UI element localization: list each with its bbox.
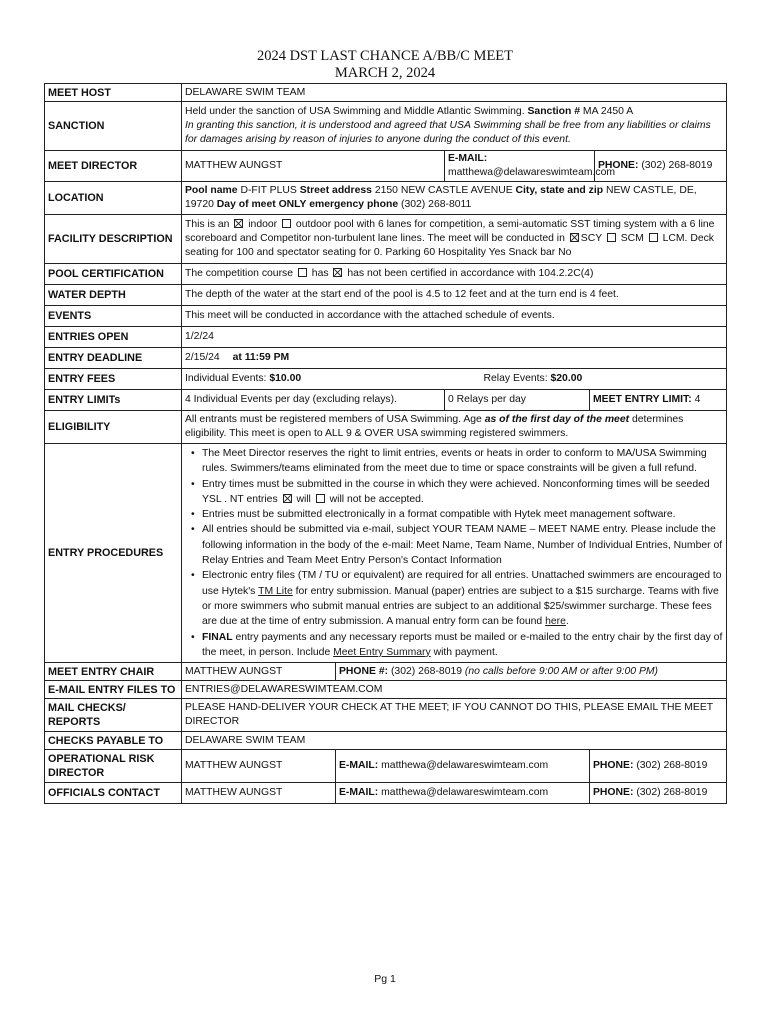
procedure-item — [202, 507, 723, 522]
procedure-text: entry payments and any necessary reports must be mailed or e-mailed to the entry chair by the first day of the meet, in person. Include — [202, 631, 723, 658]
officials-contact-name: MATTHEW AUNGST — [182, 783, 336, 804]
meet-director-email-cell — [445, 151, 616, 182]
location-value — [182, 182, 727, 215]
sanction-disclaimer: In granting this sanction, it is understood and agreed that USA Swimming shall be free from any liabilities or claims for damages arising by reason of injuries to anyone during the conduct of this event. — [185, 120, 711, 145]
meet-entry-limit-cell — [590, 390, 727, 411]
facility-text-1: This is an — [185, 219, 230, 230]
phone-label: PHONE: — [598, 160, 639, 171]
facility-deck: Deck seating for 100 and spectator seating for 0. Parking 60 Hospitality Yes Snack bar No — [185, 233, 715, 258]
procedure-final: FINAL — [202, 631, 233, 643]
sanction-value — [182, 102, 727, 151]
pool-name: D-FIT PLUS — [240, 185, 297, 196]
nt-will-not-checkbox[interactable] — [316, 494, 325, 503]
procedure-item — [202, 477, 723, 508]
email-entry-label: E-MAIL ENTRY FILES TO — [45, 681, 182, 699]
row-entry-procedures — [45, 444, 727, 663]
deadline-date: 2/15/24 — [185, 352, 220, 363]
page-number: Pg 1 — [374, 973, 396, 985]
risk-director-name: MATTHEW AUNGST — [182, 750, 336, 783]
eligibility-value — [182, 411, 727, 444]
officials-contact-email: matthewa@delawareswimteam.com — [381, 787, 549, 799]
pool-cert-has-not: has not been certified in accordance with 104.2.2C(4) — [347, 268, 594, 279]
meet-director-phone: (302) 268-8019 — [641, 160, 713, 171]
procedure-item — [202, 522, 723, 568]
procedure-item — [202, 568, 723, 629]
row-sanction — [45, 102, 727, 151]
row-entry-chair — [45, 663, 727, 681]
checks-payable-label: CHECKS PAYABLE TO — [45, 732, 182, 750]
officials-contact-label: OFFICIALS CONTACT — [45, 783, 182, 804]
pool-name-label: Pool name — [185, 185, 238, 196]
eligibility-emphasis: as of the first day of the meet — [484, 414, 630, 425]
street-address: 2150 NEW CASTLE AVENUE — [374, 185, 513, 196]
lcm-checkbox[interactable] — [649, 233, 658, 242]
row-meet-director — [45, 151, 727, 182]
email-label: E-MAIL: — [339, 787, 379, 799]
entry-fees-label: ENTRY FEES — [45, 369, 182, 390]
entry-deadline-label: ENTRY DEADLINE — [45, 348, 182, 369]
facility-label: FACILITY DESCRIPTION — [45, 215, 182, 264]
risk-director-phone: (302) 268-8019 — [636, 760, 708, 772]
meet-director-name: MATTHEW AUNGST — [182, 151, 445, 182]
procedure-text: The Meet Director reserves the right to limit entries, events or heats in order to conform to MA/USA Swimming rules. Swimmers/teams eliminated from the meet due to time or space constraints will be given a full refund. — [202, 448, 707, 475]
risk-director-email: matthewa@delawareswimteam.com — [381, 760, 549, 772]
street-label: Street address — [299, 185, 372, 196]
individual-limit: 4 Individual Events per day (excluding relays). — [182, 390, 445, 411]
eligibility-label: ELIGIBILITY — [45, 411, 182, 444]
risk-director-label: OPERATIONAL RISK DIRECTOR — [45, 750, 182, 783]
events-value: This meet will be conducted in accordance with the attached schedule of events. — [182, 306, 727, 327]
meet-host-label: MEET HOST — [45, 84, 182, 102]
row-entry-fees — [45, 369, 727, 390]
entry-deadline-value — [182, 348, 727, 369]
row-officials-contact — [45, 783, 727, 804]
meet-entry-summary-link[interactable]: Meet Entry Summary — [333, 646, 431, 658]
entry-chair-phone: (302) 268-8019 — [390, 665, 463, 677]
procedure-period: . — [565, 616, 569, 628]
procedure-text: Electronic entry files (TM / TU or equivalent) are required for all entries. Unattached swimmers are encouraged to use Hytek's — [202, 570, 722, 597]
relay-fee-label: Relay Events: — [483, 373, 548, 384]
water-depth-label: WATER DEPTH — [45, 285, 182, 306]
checks-payable-value: DELAWARE SWIM TEAM — [182, 732, 727, 750]
facility-scm: SCM — [620, 233, 644, 244]
water-depth-value: The depth of the water at the start end of the pool is 4.5 to 12 feet and at the turn end is 4 feet. — [182, 285, 727, 306]
sanction-text: Held under the sanction of USA Swimming and Middle Atlantic Swimming. — [185, 106, 525, 117]
risk-director-phone-cell — [590, 750, 727, 783]
row-risk-director — [45, 750, 727, 783]
email-label: E-MAIL: — [339, 760, 379, 772]
meet-title: 2024 DST LAST CHANCE A/BB/C MEET — [256, 48, 514, 64]
deadline-time: at 11:59 PM — [232, 352, 290, 363]
email-label: E-MAIL: — [448, 153, 488, 164]
pool-cert-label: POOL CERTIFICATION — [45, 264, 182, 285]
facility-scy: SCY — [580, 233, 602, 244]
nt-will-checkbox[interactable] — [283, 494, 292, 503]
meet-host-value: DELAWARE SWIM TEAM — [182, 84, 727, 102]
row-checks-payable — [45, 732, 727, 750]
nt-will-not: will not be accepted. — [329, 493, 424, 505]
sanction-number-label: Sanction # — [527, 106, 581, 117]
row-location — [45, 182, 727, 215]
entries-open-label: ENTRIES OPEN — [45, 327, 182, 348]
sanction-number: MA 2450 A — [582, 106, 634, 117]
meet-director-email: matthewa@delawareswimteam.com — [448, 167, 616, 178]
meet-director-label: MEET DIRECTOR — [45, 151, 182, 182]
relay-fee: $20.00 — [550, 373, 583, 384]
procedure-text: for entry submission. Manual (paper) entries are subject to a $15 surcharge. Teams with five or more swimmers who submit manual entries are subject to an additional $25/swimmer surcharge. These fees are due at the time of entry submission. A manual entry form can be found — [202, 585, 719, 628]
row-entry-limits — [45, 390, 727, 411]
pool-cert-value — [182, 264, 727, 285]
scy-checkbox[interactable] — [570, 233, 579, 242]
emergency-phone: (302) 268-8011 — [401, 199, 472, 210]
individual-fee: $10.00 — [269, 373, 302, 384]
entry-chair-phone-note: (no calls before 9:00 AM or after 9:00 PM) — [464, 665, 659, 677]
entry-chair-name: MATTHEW AUNGST — [182, 663, 336, 681]
row-entry-deadline — [45, 348, 727, 369]
officials-contact-phone: (302) 268-8019 — [636, 787, 708, 799]
relay-limit: 0 Relays per day — [445, 390, 590, 411]
events-label: EVENTS — [45, 306, 182, 327]
relay-fee-cell — [481, 369, 727, 390]
entry-procedures-list — [185, 446, 723, 660]
entries-open-value: 1/2/24 — [182, 327, 727, 348]
officials-contact-email-cell — [336, 783, 590, 804]
entry-procedures-label: ENTRY PROCEDURES — [45, 444, 182, 663]
city-state-zip: NEW CASTLE, DE, 19720 — [185, 185, 697, 210]
row-mail-checks — [45, 699, 727, 732]
row-entries-open — [45, 327, 727, 348]
row-meet-host — [45, 84, 727, 102]
mail-checks-label: MAIL CHECKS/ REPORTS — [45, 699, 182, 732]
location-label: LOCATION — [45, 182, 182, 215]
indoor-checkbox[interactable] — [234, 219, 243, 228]
procedure-text: All entries should be submitted via e-mail, subject YOUR TEAM NAME – MEET NAME entry. Please include the following information in the body of the e-mail: Meet Name, Team Name, Number of Individual Entries, Number of Relay Entries and Team Meet Entry Person's Contact Information — [202, 524, 723, 567]
procedure-text: Entry times must be submitted in the course in which they were achieved. Nonconforming times will be seeded YSL . NT entries — [202, 478, 710, 505]
phone-label: PHONE: — [593, 787, 634, 799]
facility-indoor: indoor — [248, 219, 278, 230]
entry-chair-label: MEET ENTRY CHAIR — [45, 663, 182, 681]
pool-cert-text: The competition course — [185, 268, 294, 279]
facility-lcm: LCM. — [662, 233, 688, 244]
officials-contact-phone-cell — [590, 783, 727, 804]
entry-procedures-value — [182, 444, 727, 663]
meet-info-table — [44, 83, 727, 804]
entry-chair-phone-label: PHONE #: — [339, 665, 389, 677]
nt-will: will — [296, 493, 311, 505]
procedure-text: Entries must be submitted electronically in a format compatible with Hytek meet management software. — [202, 509, 676, 521]
row-email-entry — [45, 681, 727, 699]
facility-value — [182, 215, 727, 264]
procedure-text: with payment. — [433, 646, 498, 658]
meet-entry-limit: 4 — [694, 394, 701, 405]
facility-outdoor: outdoor pool with 6 lanes for competition, a semi-automatic SST timing system with a 6 line scoreboard and Competitor non-turbulent lane lines. The meet will be conducted in — [185, 219, 715, 244]
phone-label: PHONE: — [593, 760, 634, 772]
entry-chair-phone-cell — [336, 663, 727, 681]
manual-entry-form-link[interactable]: here — [545, 616, 566, 628]
sanction-label: SANCTION — [45, 102, 182, 151]
tm-lite-link[interactable]: TM Lite — [258, 585, 293, 597]
cert-has-not-checkbox[interactable] — [333, 268, 342, 277]
eligibility-text-2: determines eligibility. This meet is open to ALL 9 & OVER USA swimming registered swimmers. — [185, 414, 684, 439]
row-pool-certification — [45, 264, 727, 285]
cert-has-checkbox[interactable] — [298, 268, 307, 277]
emergency-label: Day of meet ONLY emergency phone — [216, 199, 399, 210]
meet-date: MARCH 2, 2024 — [334, 65, 436, 81]
meet-entry-limit-label: MEET ENTRY LIMIT: — [593, 394, 692, 405]
individual-fee-label: Individual Events: — [185, 373, 267, 384]
pool-cert-has: has — [311, 268, 329, 279]
row-water-depth — [45, 285, 727, 306]
procedure-item — [202, 630, 723, 661]
email-entry-value: ENTRIES@DELAWARESWIMTEAM.COM — [182, 681, 727, 699]
row-events — [45, 306, 727, 327]
eligibility-text-1: All entrants must be registered members of USA Swimming. Age — [185, 414, 482, 425]
row-eligibility — [45, 411, 727, 444]
individual-fee-cell — [182, 369, 481, 390]
mail-checks-value: PLEASE HAND-DELIVER YOUR CHECK AT THE MEET; IF YOU CANNOT DO THIS, PLEASE EMAIL THE MEET DIRECTOR — [182, 699, 727, 732]
row-facility — [45, 215, 727, 264]
risk-director-email-cell — [336, 750, 590, 783]
procedure-item — [202, 446, 723, 477]
scm-checkbox[interactable] — [607, 233, 616, 242]
entry-limits-label: ENTRY LIMITs — [45, 390, 182, 411]
outdoor-checkbox[interactable] — [282, 219, 291, 228]
city-label: City, state and zip — [515, 185, 604, 196]
